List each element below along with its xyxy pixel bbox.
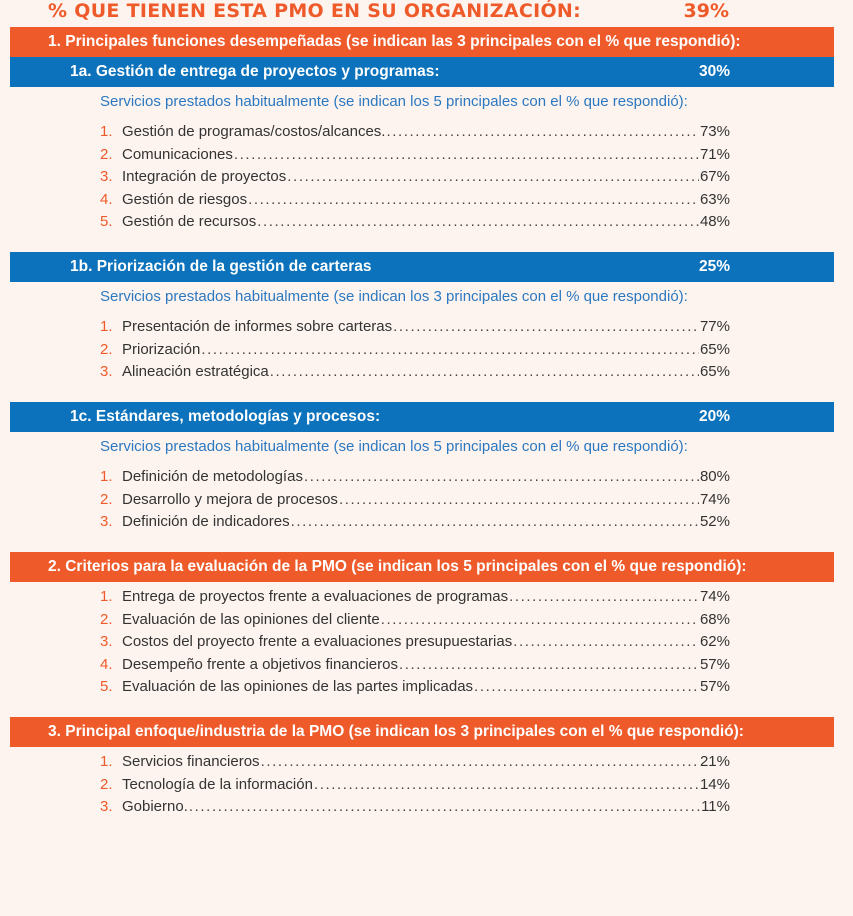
section-1-bar xyxy=(10,27,834,57)
section-1c-subtitle: Servicios prestados habitualmente (se indican los 5 principales con el % que respondió): xyxy=(100,438,688,455)
list-item xyxy=(100,144,730,167)
dot-leader xyxy=(291,511,699,534)
list-item xyxy=(100,489,730,512)
item-percent: 14% xyxy=(699,775,730,793)
item-percent: 73% xyxy=(699,123,730,140)
section-1a-label: 1a. Gestión de entrega de proyectos y programas: xyxy=(70,63,440,80)
item-text: Gestión de programas/costos/alcances. xyxy=(122,123,386,140)
dot-leader xyxy=(339,489,699,512)
item-number: 2. xyxy=(100,340,113,358)
list-item xyxy=(100,631,730,654)
section-1a-subtitle: Servicios prestados habitualmente (se indican los 5 principales con el % que respondió): xyxy=(100,93,688,110)
list-item xyxy=(100,316,730,339)
item-percent: 71% xyxy=(699,145,730,163)
item-text: Desempeño frente a objetivos financieros xyxy=(122,655,398,673)
dot-leader xyxy=(399,654,699,677)
item-percent: 80% xyxy=(699,468,730,485)
dot-leader xyxy=(248,189,699,212)
page-title: % QUE TIENEN ESTA PMO EN SU ORGANIZACIÓN: xyxy=(48,0,582,22)
item-number: 4. xyxy=(100,190,113,208)
list-item xyxy=(100,654,730,677)
item-text: Costos del proyecto frente a evaluaciones presupuestarias xyxy=(122,633,513,650)
section-3-list xyxy=(100,751,730,819)
section-1c-list xyxy=(100,466,730,534)
dot-leader xyxy=(314,774,699,797)
dot-leader xyxy=(189,796,700,819)
item-percent: 63% xyxy=(699,190,730,208)
list-item xyxy=(100,361,730,384)
item-percent: 48% xyxy=(699,213,730,230)
item-percent: 57% xyxy=(699,655,730,673)
list-item xyxy=(100,189,730,212)
dot-leader xyxy=(234,144,699,167)
section-1-label: 1. Principales funciones desempeñadas (se indican las 3 principales con el % que respondió): xyxy=(48,33,741,50)
section-1a-list xyxy=(100,121,730,234)
dot-leader xyxy=(393,316,699,339)
section-1a-bar xyxy=(10,57,834,87)
item-number: 1. xyxy=(100,123,113,140)
item-text: Alineación estratégica xyxy=(122,363,269,380)
dot-leader xyxy=(261,751,699,774)
item-number: 2. xyxy=(100,775,113,793)
item-number: 3. xyxy=(100,168,113,185)
item-text: Definición de indicadores xyxy=(122,513,290,530)
item-text: Evaluación de las opiniones de las partes implicadas xyxy=(122,678,474,695)
list-item xyxy=(100,774,730,797)
item-text: Entrega de proyectos frente a evaluaciones de programas xyxy=(122,588,509,605)
list-item xyxy=(100,609,730,632)
page-header xyxy=(0,0,853,27)
item-text: Integración de proyectos xyxy=(122,168,287,185)
page-title-value: 39% xyxy=(683,0,729,22)
item-number: 1. xyxy=(100,318,113,335)
dot-leader xyxy=(287,166,699,189)
dot-leader xyxy=(270,361,699,384)
dot-leader xyxy=(201,339,699,362)
section-1b-bar xyxy=(10,252,834,282)
item-percent: 21% xyxy=(699,753,730,770)
item-text: Evaluación de las opiniones del cliente xyxy=(122,610,380,628)
dot-leader xyxy=(381,609,699,632)
section-1c-label: 1c. Estándares, metodologías y procesos: xyxy=(70,408,381,425)
item-percent: 77% xyxy=(699,318,730,335)
item-number: 2. xyxy=(100,610,113,628)
dot-leader xyxy=(304,466,699,489)
dot-leader xyxy=(474,676,699,699)
section-1a-value: 30% xyxy=(698,63,730,80)
item-text: Gestión de riesgos xyxy=(122,190,248,208)
list-item xyxy=(100,466,730,489)
section-2-label: 2. Criterios para la evaluación de la PMO (se indican los 5 principales con el % que respondió): xyxy=(48,558,747,575)
list-item xyxy=(100,121,730,144)
dot-leader xyxy=(509,586,699,609)
section-1b-label: 1b. Priorización de la gestión de carteras xyxy=(70,258,372,275)
section-1b-subtitle: Servicios prestados habitualmente (se indican los 3 principales con el % que respondió): xyxy=(100,288,688,305)
item-percent: 68% xyxy=(699,610,730,628)
list-item xyxy=(100,511,730,534)
item-number: 1. xyxy=(100,468,113,485)
item-text: Gobierno. xyxy=(122,798,188,815)
section-2-list xyxy=(100,586,730,699)
item-number: 3. xyxy=(100,798,113,815)
section-1c-bar xyxy=(10,402,834,432)
section-3-label: 3. Principal enfoque/industria de la PMO (se indican los 3 principales con el % que respondió): xyxy=(48,723,744,740)
item-number: 3. xyxy=(100,633,113,650)
item-percent: 62% xyxy=(699,633,730,650)
item-text: Definición de metodologías xyxy=(122,468,303,485)
list-item xyxy=(100,796,730,819)
list-item xyxy=(100,751,730,774)
item-text: Priorización xyxy=(122,340,201,358)
item-percent: 11% xyxy=(701,798,730,815)
item-number: 5. xyxy=(100,678,113,695)
item-text: Gestión de recursos xyxy=(122,213,257,230)
item-number: 2. xyxy=(100,145,113,163)
list-item xyxy=(100,586,730,609)
item-text: Comunicaciones xyxy=(122,145,233,163)
item-percent: 57% xyxy=(699,678,730,695)
item-number: 1. xyxy=(100,588,113,605)
item-number: 1. xyxy=(100,753,113,770)
item-text: Servicios financieros xyxy=(122,753,260,770)
section-3-bar xyxy=(10,717,834,747)
list-item xyxy=(100,339,730,362)
section-1c-value: 20% xyxy=(698,408,730,425)
item-percent: 74% xyxy=(699,588,730,605)
item-number: 5. xyxy=(100,213,113,230)
list-item xyxy=(100,166,730,189)
item-percent: 52% xyxy=(699,513,730,530)
dot-leader xyxy=(386,121,699,144)
item-text: Desarrollo y mejora de procesos xyxy=(122,490,338,508)
item-percent: 74% xyxy=(699,490,730,508)
item-number: 3. xyxy=(100,363,113,380)
section-1b-value: 25% xyxy=(698,258,730,275)
item-percent: 65% xyxy=(699,340,730,358)
item-text: Tecnología de la información xyxy=(122,775,313,793)
item-number: 4. xyxy=(100,655,113,673)
dot-leader xyxy=(513,631,699,654)
section-2-bar xyxy=(10,552,834,582)
item-number: 3. xyxy=(100,513,113,530)
item-text: Presentación de informes sobre carteras xyxy=(122,318,393,335)
list-item xyxy=(100,211,730,234)
item-percent: 65% xyxy=(699,363,730,380)
dot-leader xyxy=(257,211,699,234)
item-number: 2. xyxy=(100,490,113,508)
item-percent: 67% xyxy=(699,168,730,185)
section-1b-list xyxy=(100,316,730,384)
list-item xyxy=(100,676,730,699)
